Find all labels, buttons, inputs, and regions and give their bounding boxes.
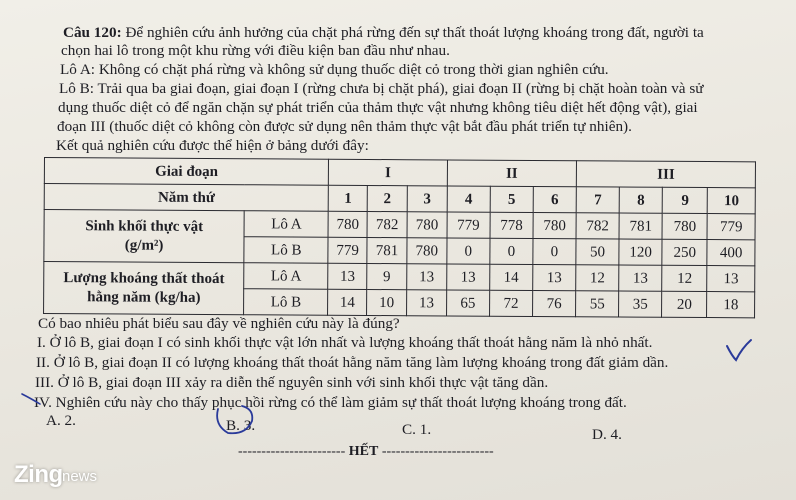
statement-3: III. Ở lô B, giai đoạn III xảy ra diễn thế nguyên sinh với sinh khối thực vật tăng dần. (35, 374, 549, 391)
stage-i-header: I (329, 159, 448, 186)
question-intro-line2: chọn hai lô trong một khu rừng với điều kiện ban đầu như nhau. (61, 42, 450, 59)
year-cell: 10 (708, 188, 756, 214)
zing-logo (14, 461, 63, 489)
option-b: B. 3. (226, 417, 256, 434)
question-label: Câu 120: (63, 24, 122, 41)
value-cell: 780 (328, 211, 367, 237)
value-cell: 65 (446, 290, 489, 316)
year-cell: 9 (662, 187, 707, 213)
option-a: A. 2. (46, 412, 76, 429)
value-cell: 50 (576, 239, 619, 265)
table-row (44, 210, 755, 240)
end-text: HẾT (348, 444, 379, 459)
biomass-label-line2: (g/m²) (124, 236, 164, 254)
value-cell: 12 (576, 265, 619, 291)
zing-news-suffix: news (62, 468, 98, 485)
mineral-loss-label (44, 262, 245, 315)
end-marker (238, 443, 494, 460)
value-cell: 779 (707, 214, 755, 240)
value-cell: 9 (367, 263, 407, 289)
biomass-label-line1: Sinh khối thực vật (85, 217, 204, 235)
value-cell: 780 (533, 212, 576, 238)
stage-iii-header: III (576, 161, 755, 188)
plot-a-label: Lô A (244, 263, 328, 290)
results-table (43, 157, 756, 318)
value-cell: 779 (447, 212, 490, 238)
option-c: C. 1. (402, 421, 432, 438)
plot-b-description-line3: đoạn III (thuốc diệt cỏ không còn được sử dụng nên thảm thực vật bắt đầu phát triển tự nhiên). (57, 118, 632, 135)
value-cell: 250 (662, 239, 707, 265)
value-cell: 14 (328, 289, 367, 315)
option-d: D. 4. (592, 426, 622, 443)
stage-ii-header: II (447, 160, 576, 187)
value-cell: 779 (328, 237, 367, 263)
value-cell: 13 (619, 265, 662, 291)
year-cell: 2 (367, 185, 407, 211)
value-cell: 400 (707, 240, 755, 266)
plot-b-label: Lô B (244, 289, 328, 316)
mineral-label-line1: Lượng khoáng thất thoát (63, 269, 225, 287)
pen-stroke-icon (20, 390, 42, 408)
year-cell: 7 (576, 187, 619, 213)
value-cell: 120 (619, 239, 662, 265)
value-cell: 780 (407, 238, 447, 264)
value-cell: 18 (707, 292, 755, 318)
value-cell: 778 (490, 212, 533, 238)
value-cell: 76 (533, 290, 576, 316)
statement-2: II. Ở lô B, giai đoạn II có lượng khoáng thất thoát hằng năm tăng làm lượng khoáng trong đất giảm dần. (36, 354, 669, 371)
value-cell: 13 (533, 264, 576, 290)
plot-b-label: Lô B (244, 237, 328, 264)
checkmark-icon (724, 338, 754, 364)
statement-4: IV. Nghiên cứu này cho thấy phục hồi rừng có thể làm giảm sự thất thoát lượng khoáng trong đất. (34, 394, 627, 411)
zing-brand: Zing (14, 461, 63, 488)
value-cell: 13 (407, 290, 447, 316)
value-cell: 14 (490, 264, 533, 290)
value-cell: 72 (489, 290, 532, 316)
question-intro-text: Để nghiên cứu ảnh hưởng của chặt phá rừng đến sự thất thoát lượng khoáng trong đất, người ta (125, 24, 704, 41)
statements-prompt: Có bao nhiêu phát biểu sau đây về nghiên cứu này là đúng? (38, 315, 400, 332)
plot-b-description-line1: Lô B: Trải qua ba giai đoạn, giai đoạn I (rừng chưa bị chặt phá), giai đoạn II (rừng bị chặt hoàn toàn và sử (59, 80, 704, 97)
value-cell: 780 (662, 213, 707, 239)
table-row (44, 262, 755, 292)
plot-a-label: Lô A (244, 211, 328, 238)
value-cell: 780 (407, 212, 447, 238)
value-cell: 0 (447, 238, 490, 264)
answer-circle-mark-icon (212, 403, 256, 437)
statement-1: I. Ở lô B, giai đoạn I có sinh khối thực vật lớn nhất và lượng khoáng thất thoát hằng năm là nhỏ nhất. (37, 334, 653, 351)
value-cell: 12 (662, 265, 707, 291)
plot-b-description-line2: dụng thuốc diệt cỏ để ngăn chặn sự phát triển của thảm thực vật nhưng không tiêu diệt hết động vật), giai (58, 99, 698, 116)
value-cell: 782 (576, 213, 619, 239)
value-cell: 0 (490, 238, 533, 264)
stage-header: Giai đoạn (44, 158, 329, 186)
year-cell: 3 (407, 186, 447, 212)
year-cell: 4 (447, 186, 490, 212)
year-cell: 8 (619, 187, 662, 213)
value-cell: 20 (662, 291, 707, 317)
value-cell: 55 (576, 291, 619, 317)
end-dashes-right: ------------------------ (381, 444, 494, 459)
value-cell: 10 (367, 289, 407, 315)
mineral-label-line2: hằng năm (kg/ha) (87, 288, 201, 306)
value-cell: 782 (367, 211, 407, 237)
value-cell: 781 (367, 237, 407, 263)
value-cell: 13 (707, 266, 755, 292)
plot-a-description: Lô A: Không có chặt phá rừng và không sử dụng thuốc diệt cỏ trong thời gian nghiên cứu. (60, 61, 609, 78)
value-cell: 781 (619, 213, 662, 239)
value-cell: 13 (407, 264, 447, 290)
year-cell: 1 (329, 185, 368, 211)
value-cell: 13 (328, 263, 367, 289)
value-cell: 13 (447, 264, 490, 290)
biomass-label (44, 210, 245, 263)
result-intro: Kết quả nghiên cứu được thể hiện ở bảng dưới đây: (56, 137, 369, 154)
question-intro-line1 (63, 24, 704, 41)
year-cell: 5 (490, 186, 533, 212)
end-dashes-left: ----------------------- (238, 444, 346, 459)
value-cell: 0 (533, 238, 576, 264)
year-cell: 6 (533, 186, 576, 212)
year-header: Năm thứ (44, 184, 329, 212)
value-cell: 35 (619, 291, 662, 317)
